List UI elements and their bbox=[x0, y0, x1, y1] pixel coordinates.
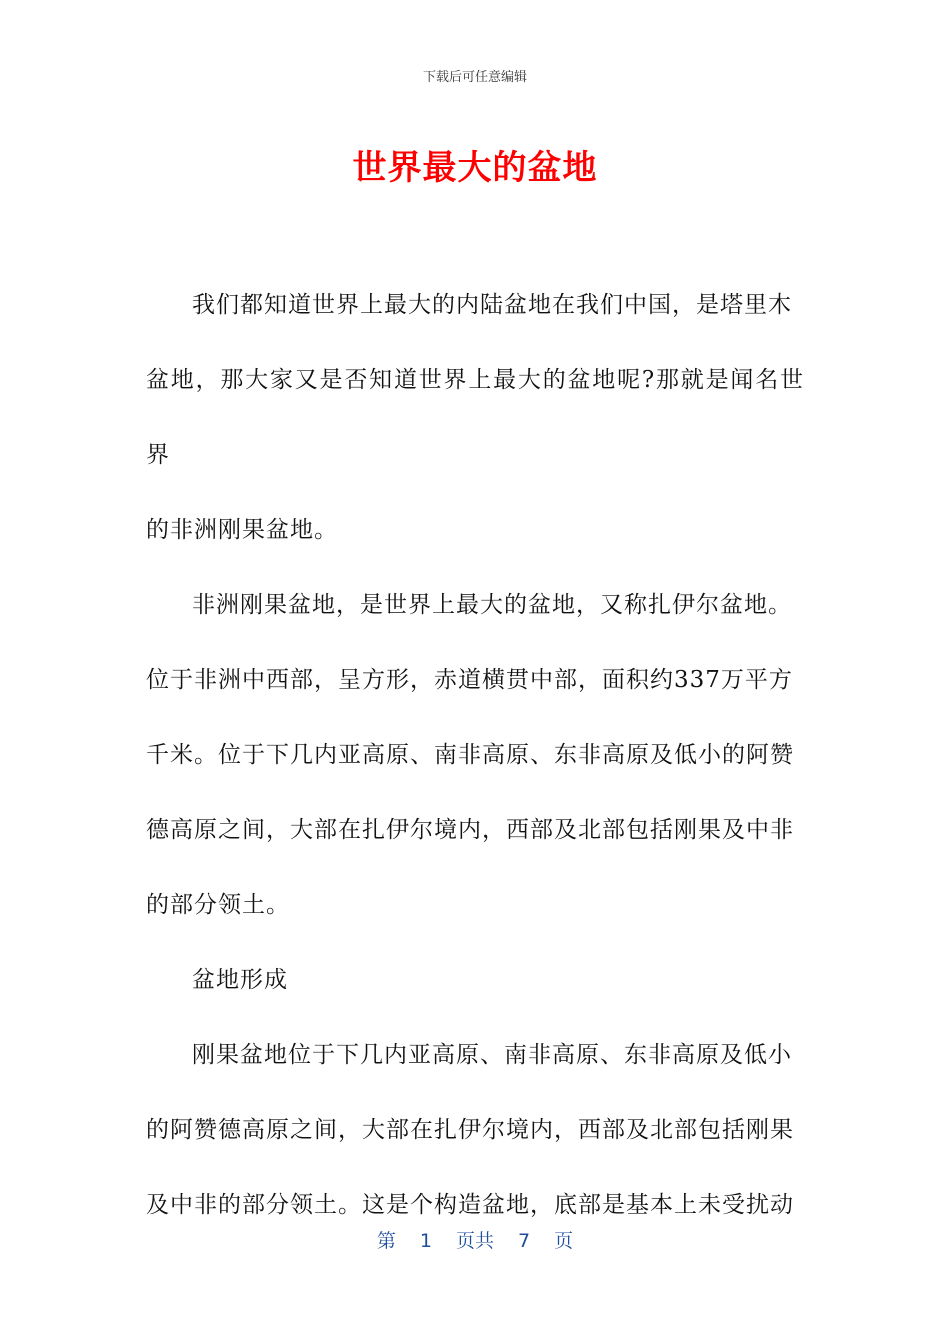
footer-middle: 页共 bbox=[455, 1230, 494, 1252]
page-footer bbox=[0, 1226, 950, 1253]
document-title: 世界最大的盆地 bbox=[352, 148, 598, 188]
paragraph-3: 刚果盆地位于下几内亚高原、南非高原、东非高原及低小 的阿赞德高原之间，大部在扎伊尔境内，西部及北部包括刚果 及中非的部分领土。这是个构造盆地，底部是基本上未受扰动 bbox=[146, 1042, 794, 1218]
section-heading: 盆地形成 bbox=[192, 967, 288, 993]
footer-prefix: 第 bbox=[376, 1230, 396, 1252]
footer-total-pages: 7 bbox=[518, 1230, 531, 1252]
document-body bbox=[146, 268, 804, 1243]
footer-suffix: 页 bbox=[554, 1230, 574, 1252]
paragraph-1: 我们都知道世界上最大的内陆盆地在我们中国，是塔里木 盆地，那大家又是否知道世界上最大的盆地呢?那就是闻名世界 的非洲刚果盆地。 bbox=[146, 292, 804, 543]
header-note: 下载后可任意编辑 bbox=[422, 70, 527, 85]
footer-page-number: 1 bbox=[419, 1230, 432, 1252]
paragraph-2: 非洲刚果盆地，是世界上最大的盆地，又称扎伊尔盆地。 位于非洲中西部，呈方形，赤道横贯中部，面积约337万平方 千米。位于下几内亚高原、南非高原、东非高原及低小的阿赞 德高原之间，大部在扎伊尔境内，西部及北部包括刚果及中非 的部分领土。 bbox=[146, 592, 794, 918]
